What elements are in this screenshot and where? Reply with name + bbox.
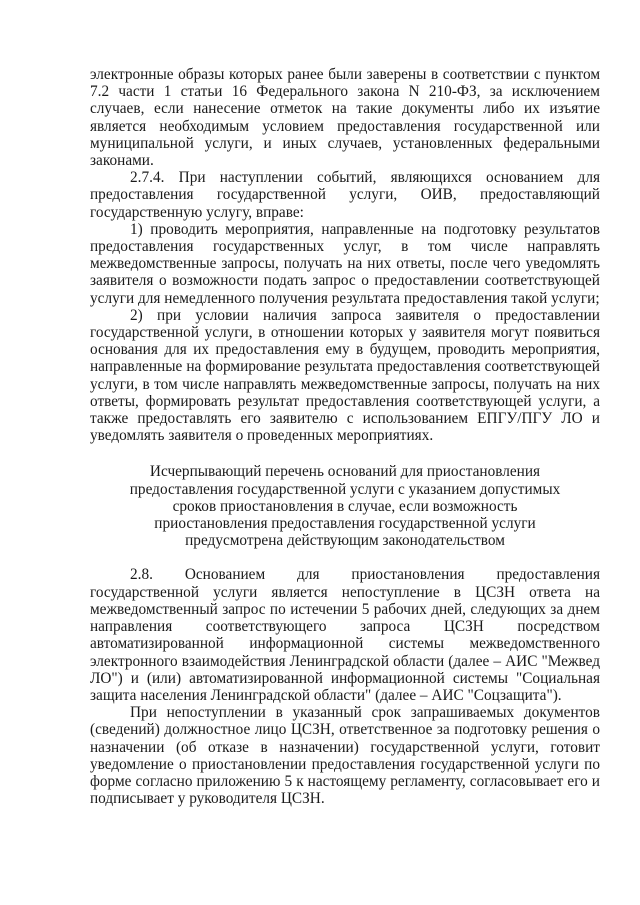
paragraph-item-2: 2) при условии наличия запроса заявителя о предоставлении государственной услуги, в отношении которых у заявителя могут появиться основания для их предоставления ему в будущем, проводить мероприятия, направленные на формирование результата предоставления соответствующей услуги, в том числе направлять межведомственные запросы, получать на них ответы, формировать результат предоставления соответствующей услуги, а также предоставлять его заявителю с использованием ЕПГУ/ПГУ ЛО и уведомлять заявителя о проведенных мероприятиях. <box>90 306 600 445</box>
paragraph-2-7-4: 2.7.4. При наступлении событий, являющихся основанием для предоставления государственной услуги, ОИВ, предоставляющий государственную услугу, вправе: <box>90 169 600 221</box>
heading-line: Исчерпывающий перечень оснований для приостановления <box>149 463 541 481</box>
heading-line: предусмотрена действующим законодательством <box>185 532 505 550</box>
paragraph-nonreceipt: При непоступлении в указанный срок запрашиваемых документов (сведений) должностное лицо ЦСЗН, ответственное за подготовку решения о назначении (об отказе в назначении) государственной услуги, готовит уведомление о приостановлении предоставления государственной услуги по форме согласно приложению 5 к настоящему регламенту, согласовывает его и подписывает у руководителя ЦСЗН. <box>90 704 600 808</box>
paragraph-2-8: 2.8. Основанием для приостановления предоставления государственной услуги является непоступление в ЦСЗН ответа на межведомственный запрос по истечении 5 рабочих дней, следующих за днем направления соответствующего запроса ЦСЗН посредством автоматизированной информационной системы межведомственного электронного взаимодействия Ленинградской области (далее – АИС "Межвед ЛО") и (или) автоматизированной информационной системы "Социальная защита населения Ленинградской области" (далее – АИС "Соцзащита"). <box>90 566 600 704</box>
heading-line: предоставления государственной услуги с указанием допустимых <box>129 480 561 498</box>
document-body <box>90 66 600 807</box>
paragraph-item-1: 1) проводить мероприятия, направленные на подготовку результатов предоставления государственных услуг, в том числе направлять межведомственные запросы, получать на них ответы, после чего уведомлять заявителя о возможности подать запрос о предоставлении соответствующей услуги для немедленного получения результата предоставления такой услуги; <box>90 220 600 307</box>
heading-line: приостановления предоставления государственной услуги <box>154 515 536 533</box>
paragraph-intro-continuation: электронные образы которых ранее были заверены в соответствии с пунктом 7.2 части 1 статьи 16 Федерального закона N 210-ФЗ, за исключением случаев, если нанесение отметок на такие документы либо их изъятие является необходимым условием предоставления государственной или муниципальной услуги, и иных случаев, установленных федеральными законами. <box>90 66 600 170</box>
heading-line: сроков приостановления в случае, если возможность <box>172 497 518 515</box>
section-heading <box>90 463 600 549</box>
